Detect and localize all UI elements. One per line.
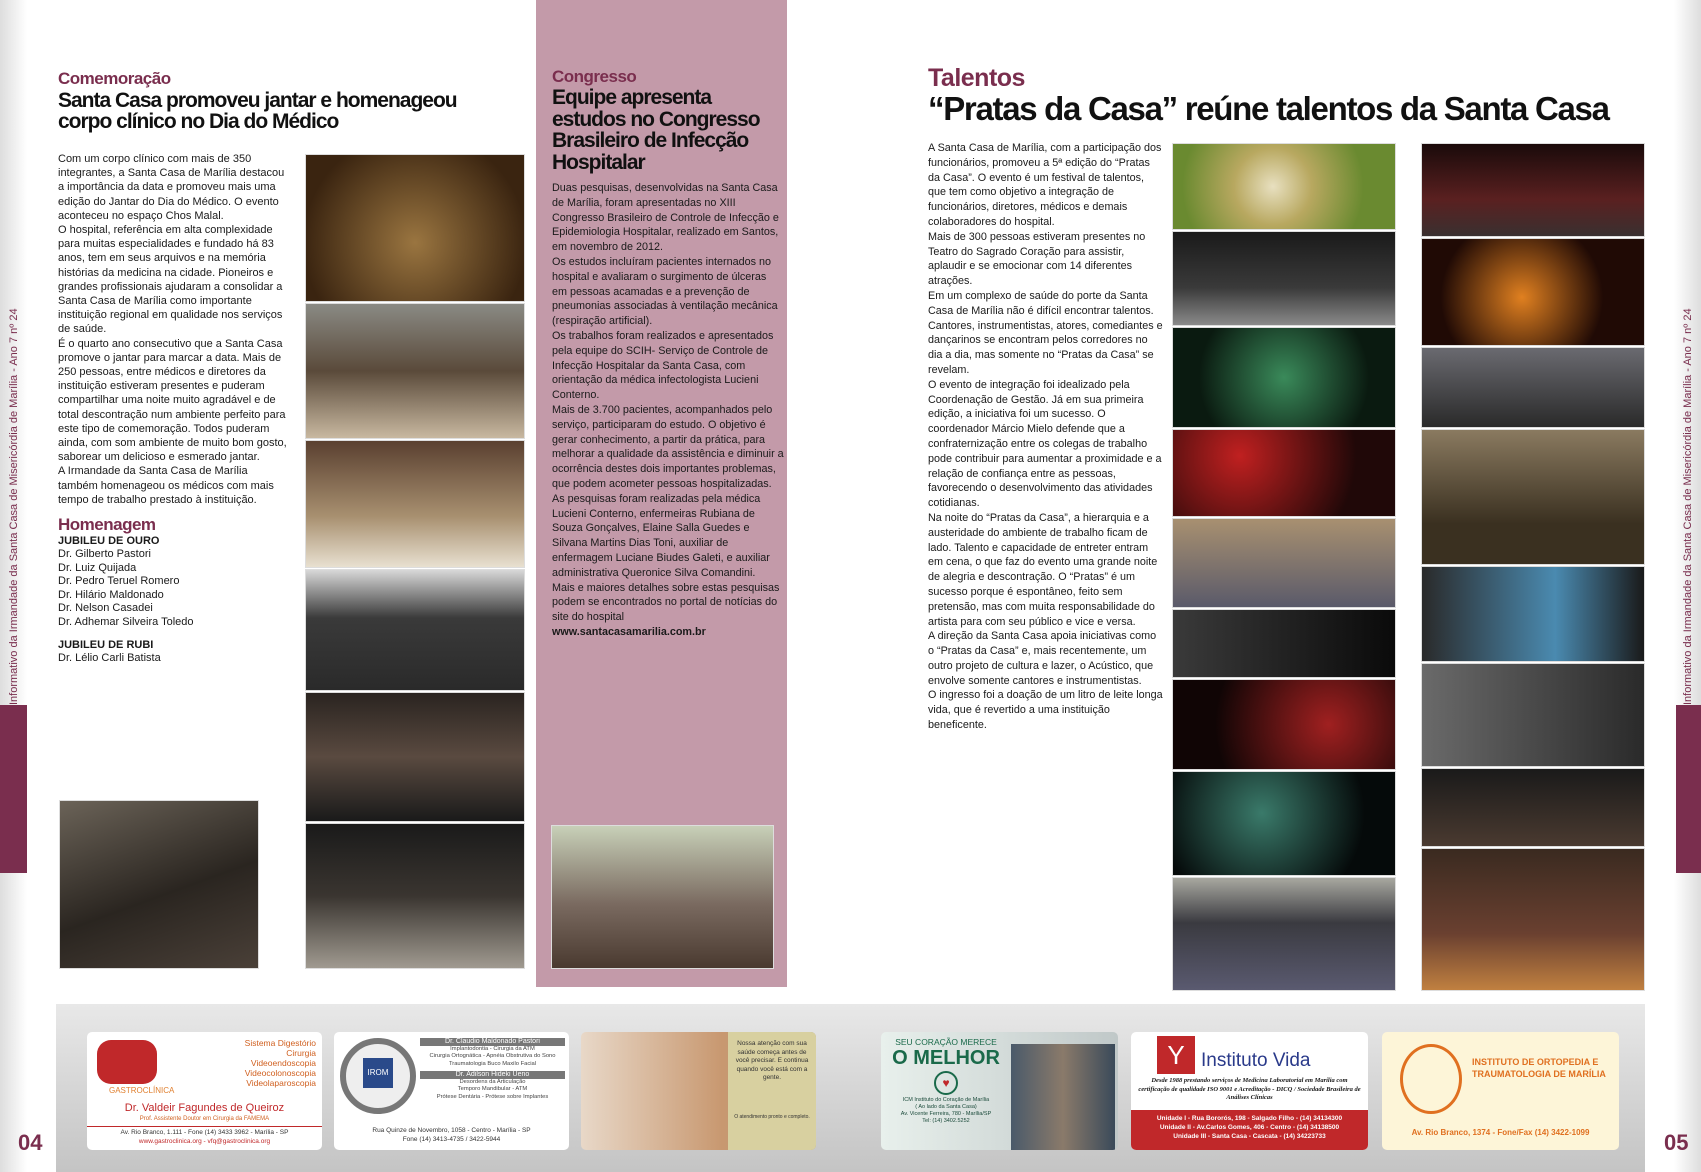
ad-gastroclinica[interactable]	[87, 1032, 322, 1150]
photo-nun	[1172, 679, 1396, 770]
photo-stage-3	[1172, 429, 1396, 517]
honoree: Dr. Lélio Carli Batista	[58, 652, 161, 665]
hospital-website-link[interactable]: www.santacasamarilia.com.br	[552, 625, 706, 638]
gastro-address: Av. Rio Branco, 1.111 - Fone (14) 3433 3962 - Marília - SP	[87, 1126, 322, 1136]
article-title: Santa Casa promoveu jantar e homenageou corpo clínico no Dia do Médico	[58, 89, 457, 134]
ad-instituto-vida[interactable]	[1131, 1032, 1368, 1150]
paragraph: A direção da Santa Casa apoia iniciativas como o “Pratas da Casa” e, mais recentemente, um outro projeto de cultura e lazer, o Acústico, que envolve somente cantores e instrumentistas.	[928, 630, 1157, 687]
photo-dinner-table	[305, 303, 525, 439]
paragraph: A Irmandade da Santa Casa de Marília também homenageou os médicos com mais tempo de trabalho prestado à instituição.	[58, 465, 274, 506]
section-kicker: Congresso	[552, 67, 637, 86]
vida-unit: Unidade II - Av.Carlos Gomes, 406 - Centro - (14) 34138500	[1159, 1124, 1340, 1131]
paragraph: Duas pesquisas, desenvolvidas na Santa Casa de Marília, foram apresentadas no XIII Congresso Brasileiro de Controle de Infecção e Epidemiologia Hospitalar, realizado em Santos, em novembro de 2012.	[552, 182, 779, 254]
honoree: Dr. Hilário Maldonado	[58, 588, 164, 601]
irom-service: Traumatologia Buco Maxilo Facial	[448, 1060, 537, 1067]
photo-guests	[305, 440, 525, 568]
photo-acoustic	[1421, 566, 1645, 662]
photo-stage-1	[1172, 231, 1396, 326]
irom-logo: IROM	[363, 1058, 393, 1088]
irom-service: Desordens da Articulação	[459, 1078, 526, 1085]
page-number-right: 05	[1664, 1130, 1689, 1155]
icm-heart-icon: ♥	[934, 1071, 958, 1095]
icm-name: ICM Instituto do Coração de Marília	[902, 1097, 990, 1103]
photo-costume	[1421, 238, 1645, 346]
paragraph: Mais e maiores detalhes sobre estas pesquisas podem se encontrados no portal de notícias do site do hospital	[552, 581, 780, 624]
irom-address: Rua Quinze de Novembro, 1058 - Centro - Marília - SP	[372, 1127, 531, 1134]
vida-logo-icon: Y	[1157, 1036, 1195, 1074]
gastro-role: Prof. Assistente Doutor em Cirurgia da FAMEMA	[139, 1116, 270, 1122]
section-kicker: Talentos	[928, 64, 1025, 92]
service: Videoendoscopia	[250, 1058, 316, 1068]
paragraph: É o quarto ano consecutivo que a Santa Casa promove o jantar para marcar a data. Mais de 250 pessoas, entre médicos e diretores da instituição estiveram presentes e puderam compartilhar uma noite muito agradável e de total descontração num ambiente perfeito para este tipo de comemoração. Todos puderam ainda, com som ambiente de muito bom gosto, saborear um delicioso e esmerado jantar.	[58, 337, 287, 464]
photo-band	[1421, 143, 1645, 237]
icm-address: Av. Vicente Ferreira, 780 - Marília/SP	[900, 1111, 992, 1117]
service: Sistema Digestório	[244, 1038, 316, 1048]
photo-dancers	[1172, 771, 1396, 876]
left-accent-bar	[0, 705, 27, 873]
article-title: Equipe apresenta estudos no Congresso Brasileiro de Infecção Hospitalar	[552, 86, 760, 174]
paragraph: O hospital, referência em alta complexidade para muitas especialidades e fundado há 83 anos, tem em seus arquivos e na memória histórias da medicina na cidade. Pioneiros e grandes profissionais ajudaram a consolidar a Santa Casa de Marília como importante instituição regional em qualidade nos serviços de saúde.	[58, 224, 283, 336]
icm-slogan: SEU CORAÇÃO MERECE	[895, 1037, 997, 1047]
honoree: Dr. Nelson Casadei	[58, 602, 153, 615]
honoree: Dr. Luiz Quijada	[58, 561, 137, 574]
ad-irom[interactable]	[334, 1032, 569, 1150]
ad-ortopedia[interactable]	[1382, 1032, 1619, 1150]
article-title: “Pratas da Casa” reúne talentos da Santa Casa	[928, 90, 1609, 127]
icm-slogan-big: O MELHOR	[892, 1047, 1000, 1069]
vida-name: Instituto Vida	[1201, 1050, 1311, 1071]
photo-dinner-hall	[305, 154, 525, 302]
photo-theater	[1421, 347, 1645, 428]
paragraph: Com um corpo clínico com mais de 350 integrantes, a Santa Casa de Marília destacou a importância da data e promoveu mais uma edição do Jantar do Dia do Médico. O evento aconteceu no espaço Chos Malal.	[58, 153, 285, 222]
irom-service: Implantodontia - Cirurgia da ATM	[450, 1045, 535, 1052]
irom-service: Cirurgia Ortognática - Apnéia Obstrutiva do Sono	[429, 1053, 556, 1059]
congress-article	[552, 67, 784, 640]
service: Cirurgia	[286, 1048, 316, 1058]
article-body	[928, 141, 1164, 733]
side-label-left: Informativo da Irmandade da Santa Casa de Misericórdia de Marília - Ano 7 nº 24	[8, 308, 20, 705]
vida-tagline: Desde 1988 prestando serviços de Medicina Laboratorial em Marília com certificação de qualidade ISO 9001 e Acreditação - DICQ / Sociedade Brasileira de Análises Clínicas	[1138, 1077, 1361, 1101]
photo-keyboard	[1172, 609, 1396, 678]
honoree: Dr. Adhemar Silveira Toledo	[58, 615, 194, 628]
photo-group	[305, 569, 525, 691]
gastro-web: www.gastroclinica.org - vfq@gastroclinica.org	[138, 1138, 271, 1145]
honor-list	[58, 515, 290, 666]
irom-seal-icon	[340, 1038, 416, 1114]
honor-group-label: JUBILEU DE RUBI	[58, 638, 154, 651]
icm-building-photo	[1011, 1044, 1115, 1150]
paragraph: Mais de 3.700 pacientes, acompanhados pelo serviço, participaram do estudo. O objetivo é gerar conhecimento, a partir da prática, para melhorar a qualidade da assistência e diminuir a ocorrência destes dois importantes problemas, que podem acometer pessoas hospitalizadas.	[552, 403, 784, 490]
paragraph: Os estudos incluíram pacientes internados no hospital e avaliaram o surgimento de úlceras em pessoas acamadas e a prevenção de pneumonias associadas à ventilação mecânica (respiração artificial).	[552, 255, 778, 328]
icm-note: ( Ao lado da Santa Casa)	[915, 1104, 977, 1110]
photo-ballet	[1421, 429, 1645, 565]
irom-service: Prótese Dentária - Prótese sobre Implantes	[436, 1093, 549, 1100]
service: Videocolonoscopia	[244, 1068, 316, 1078]
paragraph: O evento de integração foi idealizado pela Coordenação de Gestão. Já em sua primeira edição, a iniciativa foi um sucesso. O coordenador Márcio Mielo defende que a confraternização entre os colegas de trabalho pode contribuir para aumentar a proximidade e a relação de confiança entre as pessoas, favorecendo o desenvolvimento das atividades cotidianas.	[928, 378, 1162, 510]
service: Videolaparoscopia	[246, 1078, 316, 1088]
gastro-doctor: Dr. Valdeir Fagundes de Queiroz	[124, 1102, 285, 1114]
gastro-brand: GASTROCLÍNICA	[109, 1086, 175, 1095]
paragraph: Na noite do “Pratas da Casa”, a hierarquia e a austeridade do ambiente de trabalho ficam de lado. Talento e capacidade de entreter entram em cena, o que faz do evento uma grande noite de alegria e descontração. O “Pratas” é um sucesso porque é espontâneo, feito sem pretensão, mas com muita responsabilidade do artista para com seu público e vice e versa.	[928, 511, 1158, 628]
photo-audience-singer	[1172, 518, 1396, 608]
paragraph: O ingresso foi a doação de um litro de leite longa vida, que é revertido a uma instituição beneficente.	[928, 689, 1163, 732]
irom-service: Temporo Mandibular - ATM	[457, 1086, 528, 1092]
photo-congress-team	[551, 825, 774, 969]
gastro-logo-icon	[97, 1040, 157, 1084]
ad-health-family[interactable]	[581, 1032, 816, 1150]
honor-group-label: JUBILEU DE OURO	[58, 535, 160, 548]
honoree: Dr. Gilberto Pastori	[58, 548, 151, 561]
irom-doctor-2: Dr. Adilson Hideki Ueno	[420, 1071, 565, 1079]
photo-honorees	[59, 800, 259, 969]
photo-stage-2	[1172, 327, 1396, 428]
gastro-services	[245, 1038, 316, 1088]
paragraph: Os trabalhos foram realizados e apresentados pela equipe do SCIH- Serviço de Controle de Infecção Hospitalar da Santa Casa, com orientação da médica infectologista Lucieni Conterno.	[552, 329, 774, 402]
page-number-left: 04	[18, 1130, 43, 1155]
health-slogan: Nossa atenção com sua saúde começa antes de você precisar. E continua quando você está com a gente.	[735, 1040, 809, 1081]
irom-phone: Fone (14) 3413-4735 / 3422-5944	[402, 1136, 501, 1143]
paragraph: A Santa Casa de Marília, com a participação dos funcionários, promoveu a 5ª edição do “Pratas da Casa”. O evento é um festival de talentos, que tem como objetivo a integração de funcionários, diretores, médicos e demais colaboradores do hospital.	[928, 142, 1162, 228]
health-ad-panel	[728, 1032, 816, 1150]
honoree: Dr. Pedro Teruel Romero	[58, 575, 180, 588]
photo-mask	[1172, 143, 1396, 230]
icm-phone: Tel: (14) 3402.5252	[922, 1118, 970, 1124]
paragraph: As pesquisas foram realizadas pela médica Lucieni Conterno, enfermeiras Rubiana de Souza Gonçalves, Elaine Salla Guedes e Silvana Martins Dias Toni, auxiliar de enfermagem Luciane Biudes Galeti, e auxiliar administrativa Queronice Silva Comandini.	[552, 492, 770, 579]
vida-unit: Unidade III - Santa Casa - Cascata - (14) 34223733	[1173, 1133, 1326, 1140]
ortopedia-name: INSTITUTO DE ORTOPEDIA E TRAUMATOLOGIA DE MARÍLIA	[1472, 1057, 1606, 1079]
paragraph: Mais de 300 pessoas estiveram presentes no Teatro do Sagrado Coração para assistir, aplaudir e se emocionar com 14 diferentes atrações.	[928, 230, 1146, 288]
article-body	[58, 152, 290, 666]
paragraph: Em um complexo de saúde do porte da Santa Casa de Marília não é difícil encontrar talentos. Cantores, instrumentistas, atores, comediantes e dançarinos se encontram pelos corredores no dia a dia, mas somente no “Pratas da Casa” se revelam.	[928, 289, 1163, 376]
ad-icm[interactable]	[881, 1032, 1118, 1150]
photo-finale	[1421, 848, 1645, 991]
photo-piano	[1421, 663, 1645, 767]
right-accent-bar	[1676, 705, 1701, 873]
health-footer: O atendimento pronto e completo.	[734, 1113, 810, 1120]
photo-performance	[1421, 768, 1645, 847]
section-kicker: Comemoração	[58, 69, 171, 88]
vida-unit: Unidade I - Rua Bororós, 198 - Salgado Filho - (14) 34134300	[1156, 1115, 1343, 1122]
photo-group-2	[305, 823, 525, 969]
photo-audience	[1172, 877, 1396, 991]
side-label-right: Informativo da Irmandade da Santa Casa de Misericórdia de Marília - Ano 7 nº 24	[1682, 308, 1694, 705]
photo-award	[305, 692, 525, 822]
ortopedia-tree-icon	[1400, 1044, 1462, 1114]
irom-doctor-1: Dr. Claudio Maldonado Pastori	[420, 1038, 565, 1046]
ortopedia-address: Av. Rio Branco, 1374 - Fone/Fax (14) 3422-1099	[1411, 1128, 1590, 1137]
honor-heading: Homenagem	[58, 515, 156, 535]
